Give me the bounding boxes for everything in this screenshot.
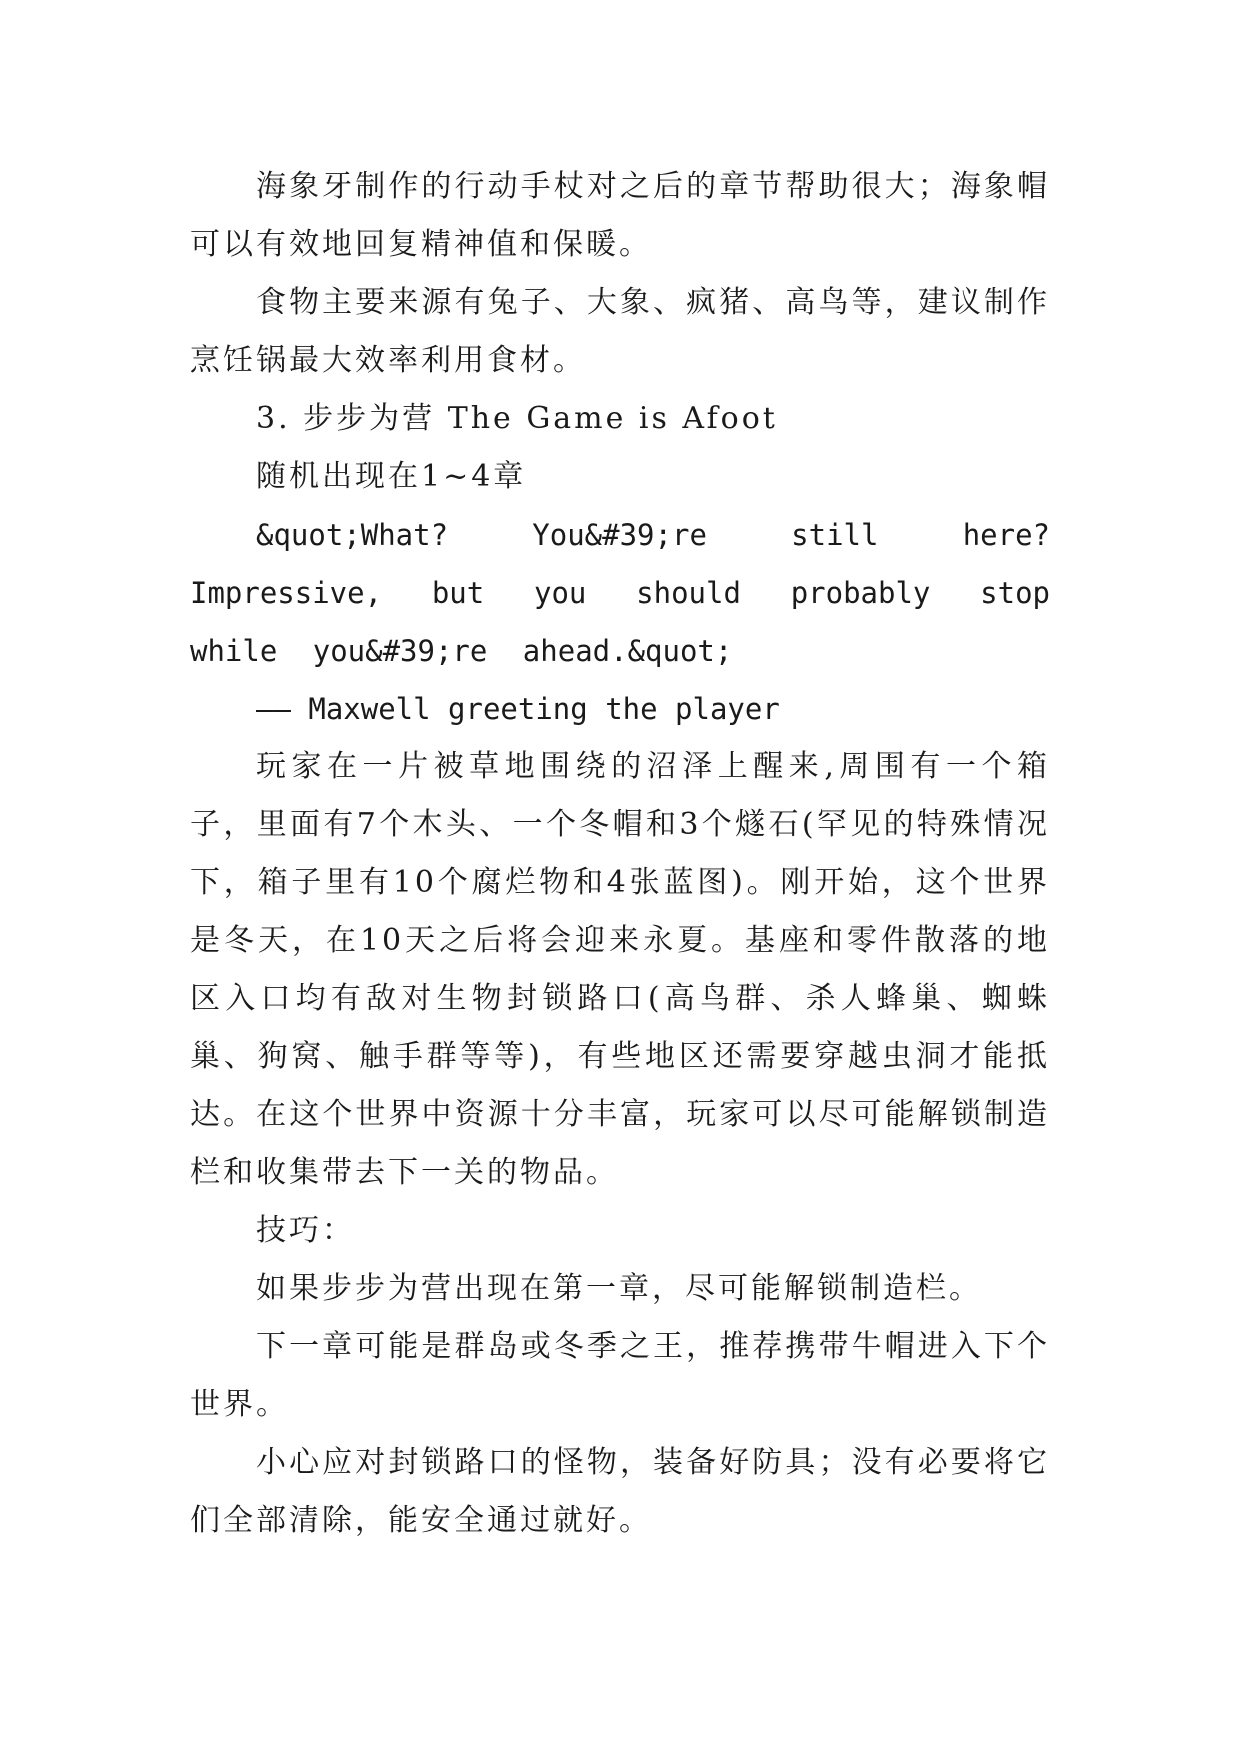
tips-heading: 技巧： <box>256 1213 355 1248</box>
section-heading-game-is-afoot: 3. 步步为营 The Game is Afoot <box>256 401 778 436</box>
paragraph-food-sources: 食物主要来源有兔子、大象、疯猪、高鸟等，建议制作烹饪锅最大效率利用食材。 <box>190 285 1050 378</box>
quote-attribution: —— Maxwell greeting the player <box>256 692 780 726</box>
paragraph-world-description: 玩家在一片被草地围绕的沼泽上醒来,周围有一个箱子，里面有7个木头、一个冬帽和3个燧石(罕见的特殊情况下，箱子里有10个腐烂物和4张蓝图)。刚开始，这个世界是冬天，在10天之后将会迎来永夏。基座和零件散落的地区入口均有敌对生物封锁路口(高鸟群、杀人蜂巢、蜘蛛巢、狗窝、触手群等等)，有些地区还需要穿越虫洞才能抵达。在这个世界中资源十分丰富，玩家可以尽可能解锁制造栏和收集带去下一关的物品。 <box>190 749 1050 1190</box>
maxwell-quote: &quot;What? You&#39;re still here? Impressive, but you should probably stop while you&#39;re ahead.&quot; <box>190 518 1050 668</box>
tip-2: 下一章可能是群岛或冬季之王，推荐携带牛帽进入下个世界。 <box>190 1329 1050 1422</box>
tip-1: 如果步步为营出现在第一章，尽可能解锁制造栏。 <box>256 1271 982 1306</box>
paragraph-walrus-tusk: 海象牙制作的行动手杖对之后的章节帮助很大；海象帽可以有效地回复精神值和保暖。 <box>190 169 1050 262</box>
document-page <box>190 158 1050 1550</box>
tip-3: 小心应对封锁路口的怪物，装备好防具；没有必要将它们全部清除，能安全通过就好。 <box>190 1445 1050 1538</box>
paragraph-chapter-range: 随机出现在1~4章 <box>256 459 527 494</box>
